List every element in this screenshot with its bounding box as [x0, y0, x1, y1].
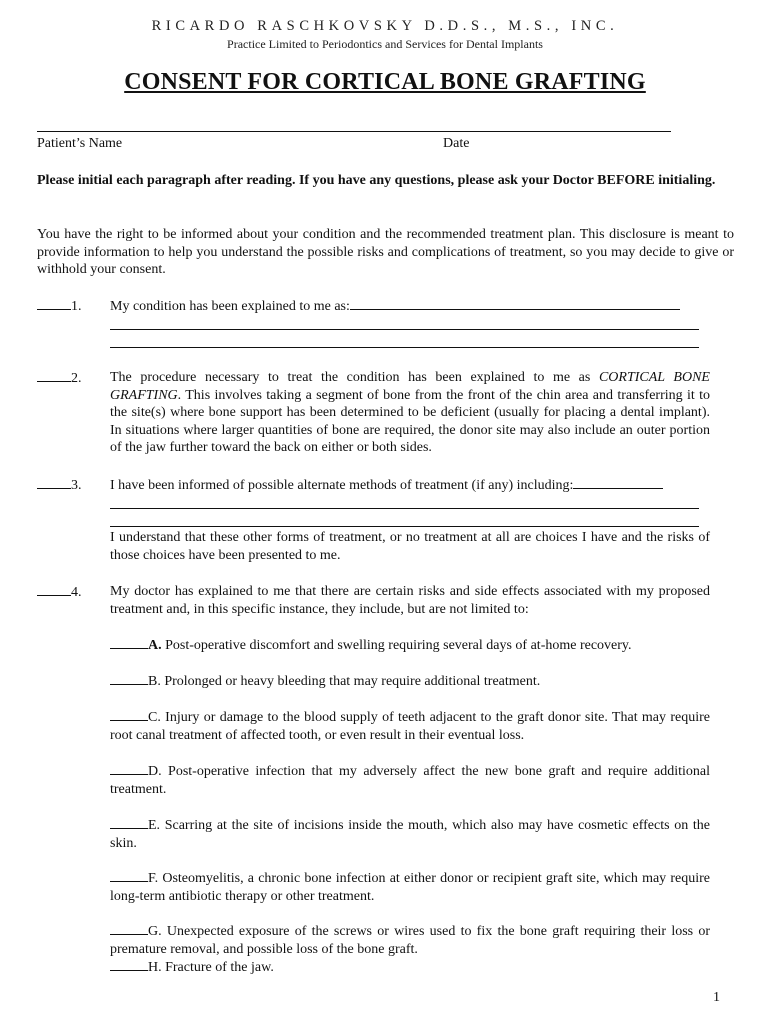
item-2-initial-field[interactable] [37, 369, 71, 382]
risk-h: H. Fracture of the jaw. [110, 958, 710, 977]
alternatives-line-3[interactable] [110, 526, 699, 527]
practice-subhead: Practice Limited to Periodontics and Services for Dental Implants [227, 37, 543, 51]
item-3-followup: I understand that these other forms of treatment, or no treatment at all are choices I have and the risks of those choices have been presented to me. [110, 530, 710, 563]
item-1-text: My condition has been explained to me as: [110, 297, 710, 316]
instructions: Please initial each paragraph after reading. If you have any questions, please ask your Doctor BEFORE initialing. [37, 173, 716, 188]
risk-b-initial-field[interactable] [110, 672, 148, 685]
risk-e-initial-field[interactable] [110, 816, 148, 829]
practice-letterhead: RICARDO RASCHKOVSKY D.D.S., M.S., INC. [151, 18, 619, 34]
risk-a: A. Post-operative discomfort and swelling requiring several days of at-home recovery. [110, 636, 710, 655]
item-4-text: My doctor has explained to me that there are certain risks and side effects associated with my proposed treatment and, in this specific instance, they include, but are not limited to: [110, 584, 710, 617]
patient-name-line[interactable] [37, 131, 671, 132]
condition-line-2[interactable] [110, 329, 699, 330]
patient-name-label: Patient’s Name [37, 136, 123, 151]
item-2-number: 2. [37, 369, 82, 387]
procedure-name: CORTICAL BONE GRAFTING [110, 370, 710, 403]
item-1-initial-field[interactable] [37, 297, 71, 310]
risk-d-initial-field[interactable] [110, 762, 148, 775]
item-1-number: 1. [37, 297, 82, 315]
risk-h-initial-field[interactable] [110, 958, 148, 971]
risk-c-initial-field[interactable] [110, 708, 148, 721]
risk-e: E. Scarring at the site of incisions inside the mouth, which also may have cosmetic effects on the skin. [110, 818, 710, 851]
risk-f-initial-field[interactable] [110, 869, 148, 882]
risk-g-initial-field[interactable] [110, 922, 148, 935]
item-2-text: The procedure necessary to treat the condition has been explained to me as CORTICAL BONE GRAFTING. This involves taking a segment of bone from the front of the chin area and transferring it to the site(s) where bone support has been determined to be deficient (usually for placing a dental implant). In situations where larger quantities of bone are required, the donor site may also include an outer portion of the jaw further toward the back on either or both sides. [110, 370, 710, 456]
page-number: 1 [713, 990, 720, 1005]
item-3-initial-field[interactable] [37, 476, 71, 489]
risk-b: B. Prolonged or heavy bleeding that may require additional treatment. [110, 672, 710, 691]
item-3-number: 3. [37, 476, 82, 494]
item-4-initial-field[interactable] [37, 583, 71, 596]
risk-d: D. Post-operative infection that my adversely affect the new bone graft and require additional treatment. [110, 764, 710, 797]
item-3-text: I have been informed of possible alternate methods of treatment (if any) including: [110, 476, 710, 495]
risk-g: G. Unexpected exposure of the screws or wires used to fix the bone graft requiring their loss or premature removal, and possible loss of the bone graft. [110, 924, 710, 957]
risk-a-initial-field[interactable] [110, 636, 148, 649]
date-label: Date [443, 136, 470, 151]
alternatives-line-2[interactable] [110, 508, 699, 509]
intro-paragraph: You have the right to be informed about your condition and the recommended treatment plan. This disclosure is meant to provide information to help you understand the possible risks and complications of treatment, so you may decide to give or withhold your consent. [37, 227, 734, 278]
page-title: CONSENT FOR CORTICAL BONE GRAFTING [124, 69, 646, 95]
alternatives-field[interactable] [573, 476, 663, 489]
condition-line-3[interactable] [110, 347, 699, 348]
risk-c: C. Injury or damage to the blood supply of teeth adjacent to the graft donor site. That may require root canal treatment of affected tooth, or even result in their eventual loss. [110, 710, 710, 743]
condition-field[interactable] [350, 297, 680, 310]
item-4-number: 4. [37, 583, 82, 601]
risk-f: F. Osteomyelitis, a chronic bone infection at either donor or recipient graft site, which may require long-term antibiotic therapy or other treatment. [110, 871, 710, 904]
